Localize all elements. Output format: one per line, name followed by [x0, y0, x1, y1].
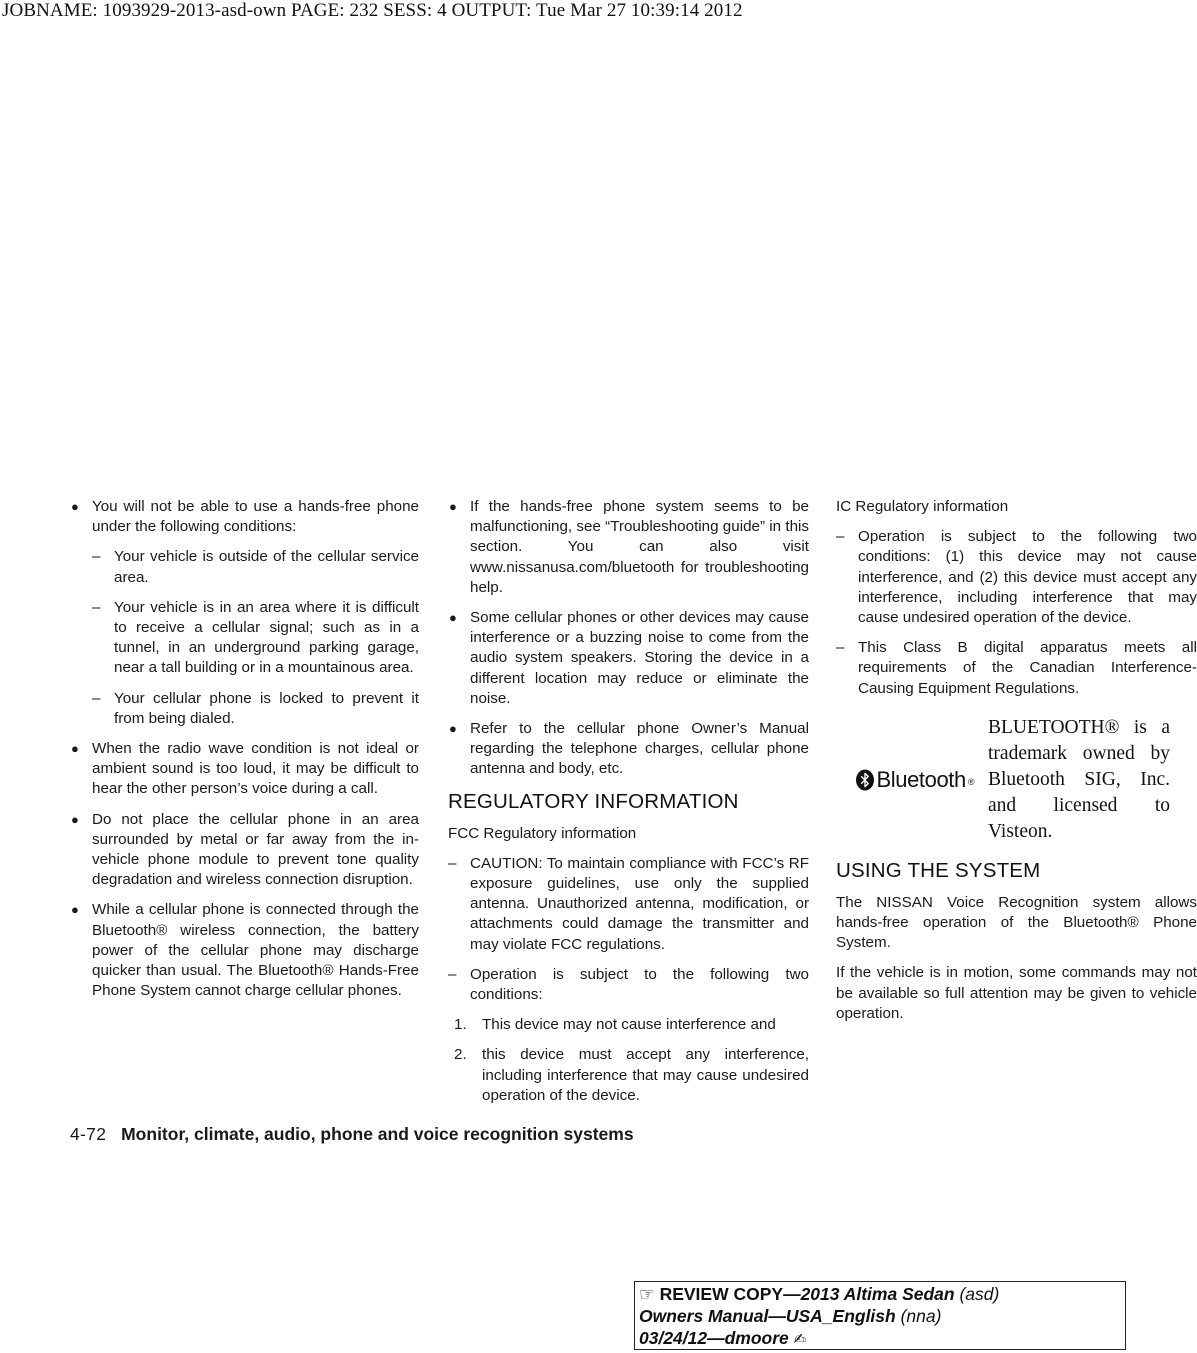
bullet-text: When the radio wave condition is not ideal or ambient sound is too loud, it may be difficult to hear the other person’s voice during a call. — [92, 740, 419, 798]
column-3 — [836, 497, 1197, 1034]
bullet-item — [70, 497, 419, 729]
dash-mark: – — [836, 639, 845, 657]
paragraph: If the vehicle is in motion, some commands may not be available so full attention may be given to vehicle operation. — [836, 964, 1197, 1022]
column-2 — [448, 497, 809, 1116]
dash-mark: – — [836, 528, 845, 546]
dash-mark: – — [448, 854, 457, 872]
bullet-text: Do not place the cellular phone in an area surrounded by metal or far away from the in-vehicle phone module to prevent tone quality degradation and wireless connection disruption. — [92, 810, 419, 889]
review-line-3 — [639, 1327, 1125, 1351]
dash-item — [92, 689, 419, 729]
dash-text: Your vehicle is in an area where it is difficult to receive a cellular signal; such as in a tunnel, in an underground parking garage, near a tall building or in a mountainous area. — [114, 598, 419, 677]
bullet-item — [448, 719, 809, 780]
bluetooth-logo — [836, 768, 988, 792]
bluetooth-trademark-block — [836, 715, 1197, 845]
bullet-item — [448, 497, 809, 598]
number-mark: 1. — [454, 1016, 467, 1034]
column-1 — [70, 497, 419, 1011]
bullet-icon: ● — [71, 741, 79, 757]
bullet-icon: ● — [71, 902, 79, 918]
dash-item — [92, 547, 419, 587]
page-number: 4-72 — [70, 1124, 107, 1144]
bluetooth-icon — [855, 769, 875, 791]
bullet-text: Refer to the cellular phone Owner’s Manual regarding the telephone charges, cellular phone antenna and body, etc. — [470, 720, 809, 778]
bullet-icon: ● — [71, 811, 79, 827]
dash-item — [836, 527, 1197, 628]
dash-item — [92, 598, 419, 679]
review-model: 2013 Altima Sedan — [800, 1284, 955, 1304]
numbered-text: this device must accept any interference, including interference that may cause undesired operation of the device. — [482, 1046, 809, 1104]
dash-mark: – — [92, 548, 101, 566]
ic-label: IC Regulatory information — [836, 498, 1009, 515]
section-heading-regulatory: REGULATORY INFORMATION — [448, 789, 739, 813]
dash-item — [448, 854, 809, 955]
review-model-code: (asd) — [959, 1284, 1000, 1304]
review-date: 03/24/12—dmoore — [639, 1328, 789, 1348]
numbered-item — [448, 1015, 809, 1035]
dash-text: CAUTION: To maintain compliance with FCC’s RF exposure guidelines, use only the supplied antenna. Unauthorized antenna, modification, or attachments could damage the transmitter and may violate FCC regulations. — [470, 854, 809, 953]
review-manual: Owners Manual—USA_English — [639, 1306, 896, 1326]
bullet-text: While a cellular phone is connected through the Bluetooth® wireless connection, the battery power of the cellular phone may discharge quicker than usual. The Bluetooth® Hands-Free Phone System cannot charge cellular phones. — [92, 901, 419, 1000]
bullet-item — [448, 608, 809, 709]
bullet-text: You will not be able to use a hands-free phone under the following conditions: — [92, 498, 419, 536]
bullet-icon: ● — [449, 499, 457, 514]
job-header: JOBNAME: 1093929-2013-asd-own PAGE: 232 SESS: 4 OUTPUT: Tue Mar 27 10:39:14 2012 — [2, 0, 743, 21]
fcc-label: FCC Regulatory information — [448, 824, 637, 842]
dash-text: Operation is subject to the following two conditions: — [470, 965, 809, 1004]
dash-mark: – — [92, 598, 101, 616]
number-mark: 2. — [454, 1046, 467, 1064]
bluetooth-trademark-text: BLUETOOTH® is a trademark owned by Bluetooth SIG, Inc. and licensed to Visteon. — [988, 716, 1170, 842]
review-label: REVIEW COPY— — [659, 1284, 801, 1304]
review-copy-box — [634, 1281, 1126, 1350]
bullet-text: If the hands-free phone system seems to be malfunctioning, see “Troubleshooting guide” in this section. You can also visit www.nissanusa.com/bluetooth for troubleshooting help. — [470, 498, 809, 596]
bullet-item — [70, 739, 419, 800]
paragraph: The NISSAN Voice Recognition system allows hands-free operation of the Bluetooth® Phone System. — [836, 893, 1197, 952]
dash-text: Your vehicle is outside of the cellular service area. — [114, 548, 419, 586]
registered-mark: ® — [967, 776, 975, 787]
bullet-item — [70, 810, 419, 891]
dash-item — [836, 638, 1197, 699]
dash-mark: – — [448, 965, 457, 983]
numbered-text: This device may not cause interference and — [482, 1016, 776, 1034]
bullet-icon: ● — [71, 499, 79, 514]
bullet-item — [70, 900, 419, 1001]
dash-text: Your cellular phone is locked to prevent it from being dialed. — [114, 689, 419, 727]
section-heading-using: USING THE SYSTEM — [836, 858, 1041, 882]
numbered-item — [448, 1045, 809, 1106]
dash-item — [448, 965, 809, 1005]
review-line-2 — [639, 1305, 1125, 1327]
bullet-icon: ● — [449, 610, 457, 626]
review-line-1 — [639, 1283, 1125, 1305]
page-footer — [70, 1124, 634, 1145]
review-manual-code: (nna) — [900, 1306, 942, 1326]
dash-mark: – — [92, 689, 101, 707]
pointer-icon: ☞ — [639, 1284, 655, 1304]
bullet-icon: ● — [449, 721, 457, 737]
hand-icon: ✍ — [793, 1331, 807, 1348]
bullet-text: Some cellular phones or other devices may cause interference or a buzzing noise to come from the audio system speakers. Storing the device in a different location may reduce or eliminate the noise. — [470, 609, 809, 707]
dash-text: This Class B digital apparatus meets all requirements of the Canadian Interference-Causing Equipment Regulations. — [858, 639, 1197, 697]
dash-text: Operation is subject to the following two conditions: (1) this device may not cause interference, and (2) this device must accept any interference, including interference that may cause undesired operation of the device. — [858, 528, 1197, 627]
bluetooth-wordmark: Bluetooth — [876, 766, 966, 792]
chapter-title: Monitor, climate, audio, phone and voice recognition systems — [121, 1124, 634, 1144]
